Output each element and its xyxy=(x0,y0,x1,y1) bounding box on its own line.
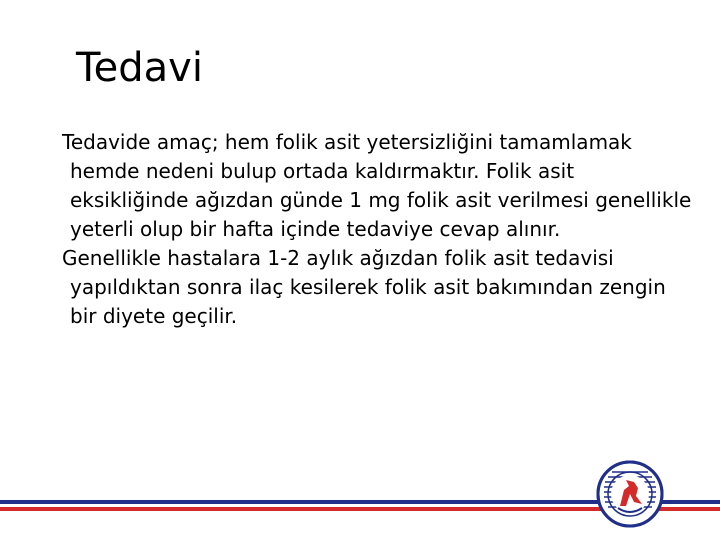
university-seal-icon xyxy=(596,460,664,528)
slide-body xyxy=(54,128,694,331)
paragraph-treatment-goal: Tedavide amaç; hem folik asit yetersizliğini tamamlamak hemde nedeni bulup ortada kaldırmaktır. Folik asit eksikliğinde ağızdan günde 1 mg folik asit verilmesi genellikle yeterli olup bir hafta içinde tedaviye cevap alınır. xyxy=(62,130,692,241)
paragraph-treatment-duration: Genellikle hastalara 1-2 aylık ağızdan folik asit tedavisi yapıldıktan sonra ilaç kesilerek folik asit bakımından zengin bir diyete geçilir. xyxy=(62,246,666,328)
slide-title: Tedavi xyxy=(76,45,203,91)
